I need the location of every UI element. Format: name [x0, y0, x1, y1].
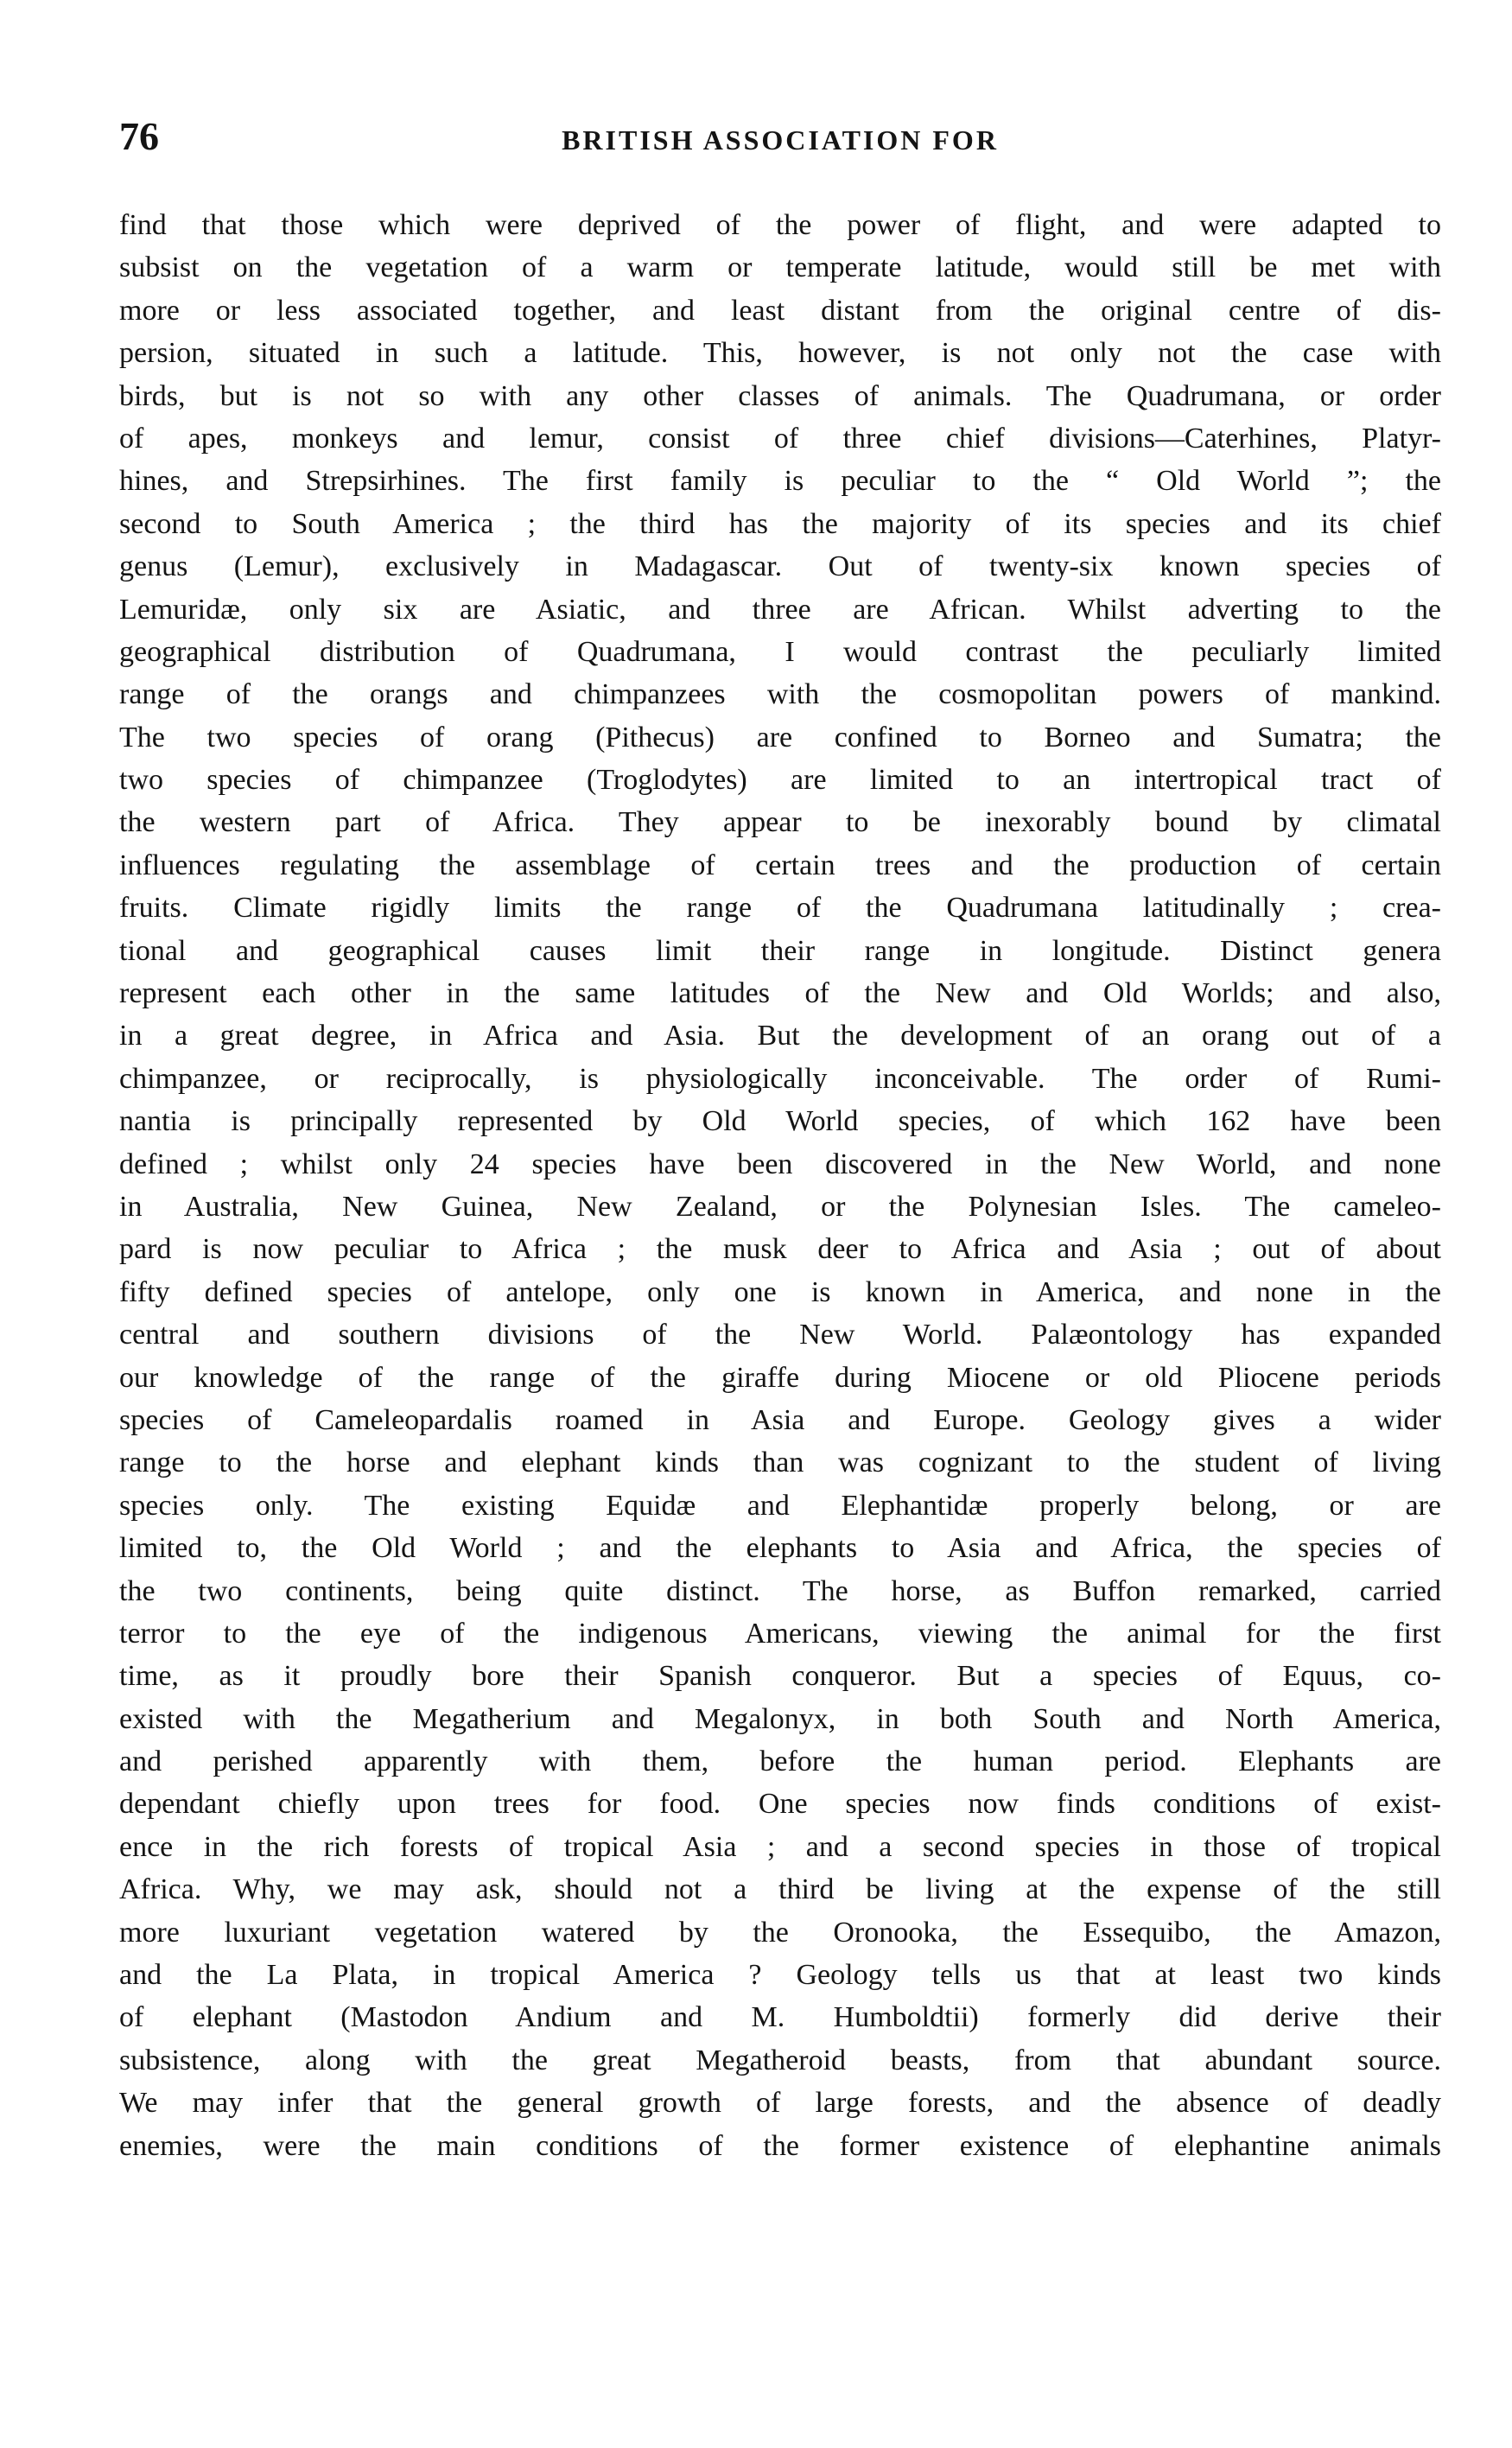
text-line: time, as it proudly bore their Spanish conqueror. But a species of Equus, co- — [119, 1660, 1441, 1693]
document-page — [119, 111, 1441, 2162]
text-line: terror to the eye of the indigenous Americans, viewing the animal for the first — [119, 1617, 1441, 1650]
text-line: more luxuriant vegetation watered by the Oronooka, the Essequibo, the Amazon, — [119, 1916, 1441, 1949]
text-line: existed with the Megatherium and Megalonyx, in both South and North America, — [119, 1702, 1441, 1735]
text-line: enemies, were the main conditions of the former existence of elephantine animals — [119, 2129, 1441, 2162]
text-line: The two species of orang (Pithecus) are confined to Borneo and Sumatra; the — [119, 721, 1441, 753]
text-line: of apes, monkeys and lemur, consist of three chief divisions—Caterhines, Platyr- — [119, 422, 1441, 455]
text-line: genus (Lemur), exclusively in Madagascar. Out of twenty-six known species of — [119, 550, 1441, 583]
text-line: fifty defined species of antelope, only one is known in America, and none in the — [119, 1275, 1441, 1308]
text-line: We may infer that the general growth of large forests, and the absence of deadly — [119, 2087, 1441, 2120]
text-line: fruits. Climate rigidly limits the range of the Quadrumana latitudinally ; crea- — [119, 892, 1441, 925]
text-line: species of Cameleopardalis roamed in Asia and Europe. Geology gives a wider — [119, 1403, 1441, 1436]
text-line: limited to, the Old World ; and the elephants to Asia and Africa, the species of — [119, 1532, 1441, 1565]
text-line: find that those which were deprived of the power of flight, and were adapted to — [119, 209, 1441, 241]
text-line: dependant chiefly upon trees for food. One species now finds conditions of exist- — [119, 1788, 1441, 1821]
running-title: BRITISH ASSOCIATION FOR — [562, 124, 999, 156]
text-line: birds, but is not so with any other classes of animals. The Quadrumana, or order — [119, 379, 1441, 412]
text-line: hines, and Strepsirhines. The first family is peculiar to the “ Old World ”; the — [119, 465, 1441, 498]
body-paragraph — [119, 204, 1441, 2167]
text-line: in a great degree, in Africa and Asia. But the development of an orang out of a — [119, 1020, 1441, 1052]
text-line: defined ; whilst only 24 species have been discovered in the New World, and none — [119, 1148, 1441, 1180]
text-line: nantia is principally represented by Old World species, of which 162 have been — [119, 1105, 1441, 1138]
text-line: subsistence, along with the great Megatheroid beasts, from that abundant source. — [119, 2044, 1441, 2076]
page-number: 76 — [119, 114, 159, 158]
text-line: and the La Plata, in tropical America ? Geology tells us that at least two kinds — [119, 1959, 1441, 1992]
text-line: represent each other in the same latitudes of the New and Old Worlds; and also, — [119, 977, 1441, 1010]
running-head — [119, 111, 1441, 171]
text-line: Africa. Why, we may ask, should not a third be living at the expense of the still — [119, 1873, 1441, 1906]
text-line: of elephant (Mastodon Andium and M. Humboldtii) formerly did derive their — [119, 2001, 1441, 2034]
text-line: range of the orangs and chimpanzees with the cosmopolitan powers of mankind. — [119, 678, 1441, 711]
text-line: ence in the rich forests of tropical Asia ; and a second species in those of tropical — [119, 1830, 1441, 1863]
text-line: tional and geographical causes limit their range in longitude. Distinct genera — [119, 934, 1441, 967]
text-line: influences regulating the assemblage of certain trees and the production of certain — [119, 849, 1441, 881]
text-line: persion, situated in such a latitude. This, however, is not only not the case with — [119, 337, 1441, 370]
text-line: range to the horse and elephant kinds than was cognizant to the student of living — [119, 1447, 1441, 1479]
text-line: second to South America ; the third has the majority of its species and its chief — [119, 507, 1441, 540]
text-line: more or less associated together, and least distant from the original centre of dis- — [119, 294, 1441, 327]
text-line: and perished apparently with them, before the human period. Elephants are — [119, 1745, 1441, 1778]
text-line: geographical distribution of Quadrumana, I would contrast the peculiarly limited — [119, 635, 1441, 668]
text-line: in Australia, New Guinea, New Zealand, or the Polynesian Isles. The cameleo- — [119, 1190, 1441, 1223]
text-line: species only. The existing Equidæ and Elephantidæ properly belong, or are — [119, 1489, 1441, 1522]
text-line: two species of chimpanzee (Troglodytes) are limited to an intertropical tract of — [119, 764, 1441, 797]
text-line: the two continents, being quite distinct. The horse, as Buffon remarked, carried — [119, 1574, 1441, 1607]
text-line: pard is now peculiar to Africa ; the musk deer to Africa and Asia ; out of about — [119, 1233, 1441, 1266]
text-line: our knowledge of the range of the giraffe during Miocene or old Pliocene periods — [119, 1361, 1441, 1394]
text-line: Lemuridæ, only six are Asiatic, and three are African. Whilst adverting to the — [119, 593, 1441, 626]
text-line: the western part of Africa. They appear to be inexorably bound by climatal — [119, 806, 1441, 839]
text-line: chimpanzee, or reciprocally, is physiologically inconceivable. The order of Rumi- — [119, 1062, 1441, 1095]
text-line: central and southern divisions of the New World. Palæontology has expanded — [119, 1319, 1441, 1351]
text-line: subsist on the vegetation of a warm or temperate latitude, would still be met with — [119, 251, 1441, 284]
